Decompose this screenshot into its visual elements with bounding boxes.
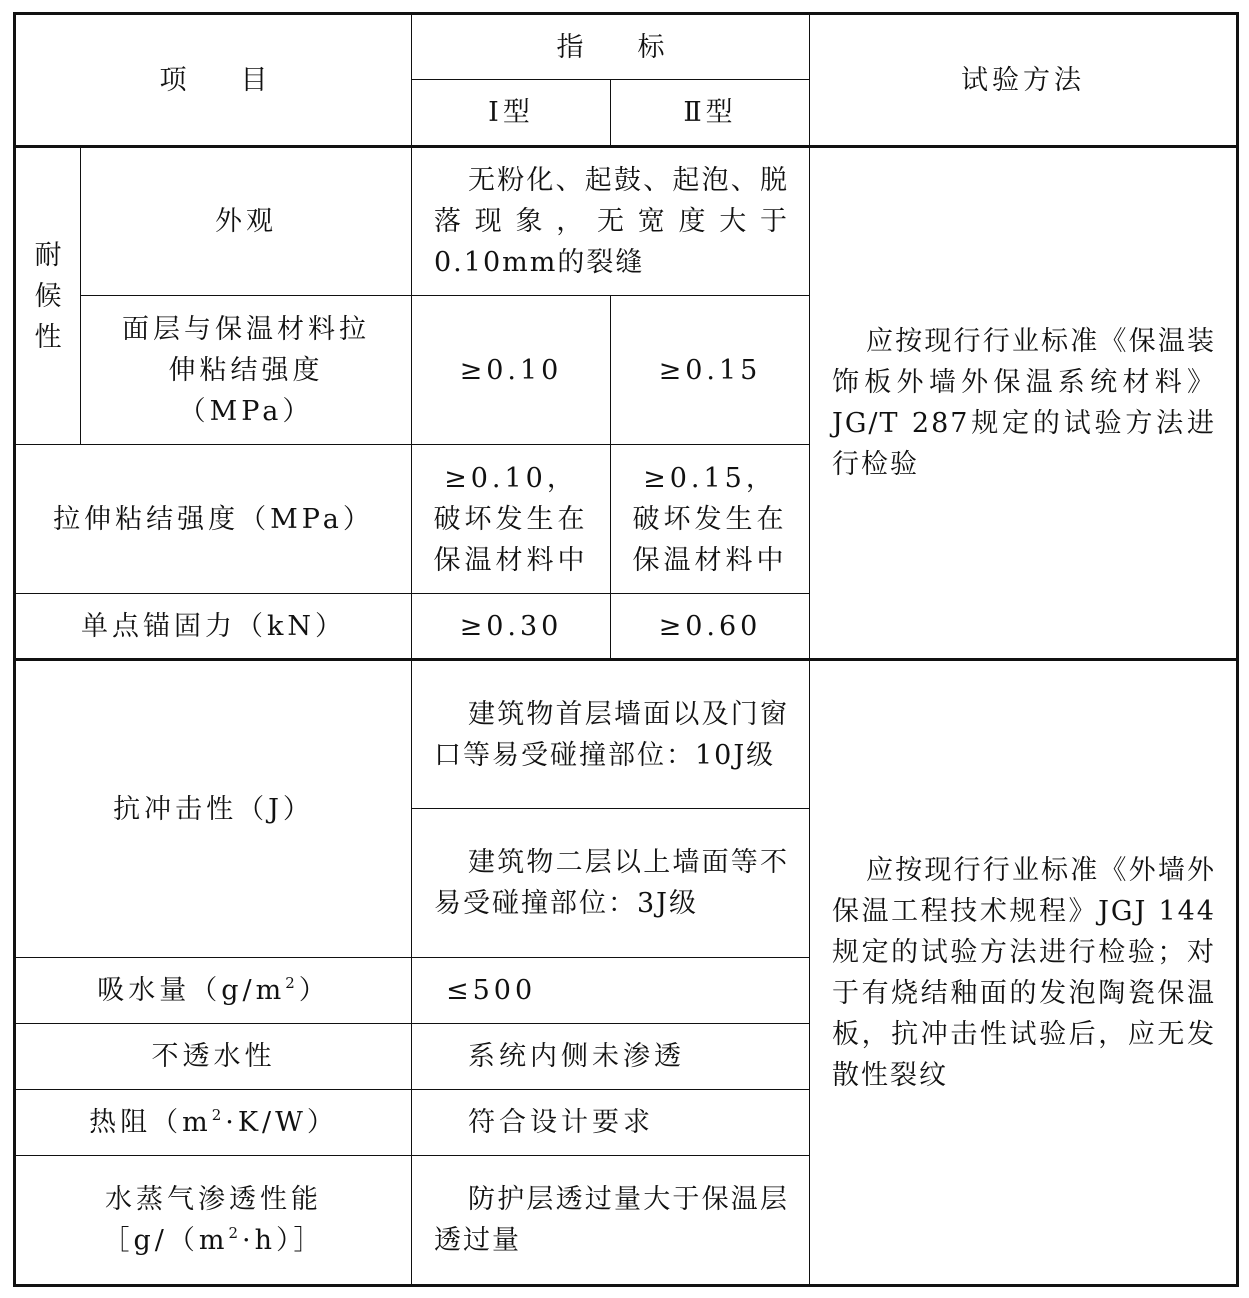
tensile-bond-type1-line1: ≥0.10， (444, 462, 578, 494)
impact-value1-cell (412, 660, 810, 809)
header-type2 (611, 80, 810, 147)
facing-bond-type2: ≥0.15 (658, 354, 762, 386)
vapor-label-line1: 水蒸气渗透性能 (105, 1184, 322, 1215)
impermeability-label-cell (15, 1024, 412, 1090)
anchor-type1-cell (412, 594, 611, 660)
performance-spec-table (13, 12, 1239, 1287)
header-type1-label: Ⅰ型 (488, 97, 534, 128)
impact-value2: 建筑物二层以上墙面等不易受碰撞部位：3J级 (434, 847, 789, 919)
anchor-type1: ≥0.30 (459, 610, 563, 642)
tensile-bond-type1-line3: 保温材料中 (433, 544, 589, 576)
impact-label: 抗冲击性（J） (113, 793, 314, 825)
facing-bond-label-line3: （MPa） (178, 395, 314, 427)
thermal-resistance-value-cell (412, 1090, 810, 1156)
header-method-label: 试验方法 (961, 64, 1085, 96)
impermeability-value: 系统内侧未渗透 (468, 1041, 685, 1072)
tensile-bond-type2-line2: 破坏发生在 (632, 503, 788, 535)
facing-bond-label-line2: 伸粘结强度 (168, 354, 324, 386)
anchor-type2-cell (611, 594, 810, 660)
weathering-group-cell (15, 147, 81, 445)
water-absorption-label: 吸水量$(g/m^2)$ (97, 974, 330, 1006)
water-absorption-label-cell (15, 958, 412, 1024)
weathering-group-label: 耐候性 (34, 239, 62, 353)
vapor-value: 防护层透过量大于保温层透过量 (434, 1184, 789, 1256)
impermeability-value-cell (412, 1024, 810, 1090)
impact-value2-cell (412, 809, 810, 958)
appearance-label-cell (81, 147, 412, 296)
tensile-bond-label: 拉伸粘结强度（MPa） (53, 503, 374, 535)
facing-bond-label-line1: 面层与保温材料拉 (122, 313, 370, 345)
header-item-label: 项 目 (159, 64, 268, 96)
header-indicator (412, 14, 810, 80)
header-item (15, 14, 412, 147)
facing-bond-type2-cell (611, 296, 810, 445)
anchor-label: 单点锚固力（kN） (81, 610, 346, 642)
impact-label-cell (15, 660, 412, 958)
facing-bond-type1-cell (412, 296, 611, 445)
appearance-label: 外观 (215, 206, 277, 237)
facing-bond-type1: ≥0.10 (459, 354, 563, 386)
thermal-resistance-label-cell (15, 1090, 412, 1156)
header-indicator-label: 指 标 (556, 31, 665, 63)
impact-value1: 建筑物首层墙面以及门窗口等易受碰撞部位：10J级 (434, 698, 789, 771)
appearance-value-cell (412, 147, 810, 296)
appearance-value: 无粉化、起鼓、起泡、脱落现象，无宽度大于0.10mm的裂缝 (434, 165, 789, 278)
vapor-label-cell (15, 1156, 412, 1286)
method-2-text: 应按现行行业标准《外墙外保温工程技术规程》JGJ 144规定的试验方法进行检验；对于有烧结釉面的发泡陶瓷保温板，抗冲击性试验后，应无发散性裂纹 (832, 854, 1216, 1091)
facing-bond-label-cell (81, 296, 412, 445)
tensile-bond-type1-line2: 破坏发生在 (433, 503, 589, 535)
tensile-bond-type2-line1: ≥0.15， (643, 462, 777, 494)
thermal-resistance-label: 热阻$(m^2\cdot K/W)$ (89, 1106, 338, 1138)
impermeability-label: 不透水性 (151, 1041, 276, 1072)
header-type1 (412, 80, 611, 147)
anchor-type2: ≥0.60 (658, 610, 762, 642)
method-1-cell (810, 147, 1238, 660)
vapor-value-cell (412, 1156, 810, 1286)
anchor-label-cell (15, 594, 412, 660)
vapor-label-line2: $[g/(m^2\cdot h)]$ (102, 1224, 325, 1256)
thermal-resistance-value: 符合设计要求 (468, 1107, 654, 1138)
water-absorption-value-cell (412, 958, 810, 1024)
header-type2-label: Ⅱ型 (683, 97, 737, 128)
method-2-cell (810, 660, 1238, 1286)
tensile-bond-type2-cell (611, 445, 810, 594)
method-1-text: 应按现行行业标准《保温装饰板外墙外保温系统材料》JG/T 287规定的试验方法进行检验 (832, 326, 1216, 480)
header-method (810, 14, 1238, 147)
tensile-bond-label-cell (15, 445, 412, 594)
tensile-bond-type1-cell (412, 445, 611, 594)
water-absorption-value: ≤500 (446, 975, 537, 1006)
tensile-bond-type2-line3: 保温材料中 (632, 544, 788, 576)
